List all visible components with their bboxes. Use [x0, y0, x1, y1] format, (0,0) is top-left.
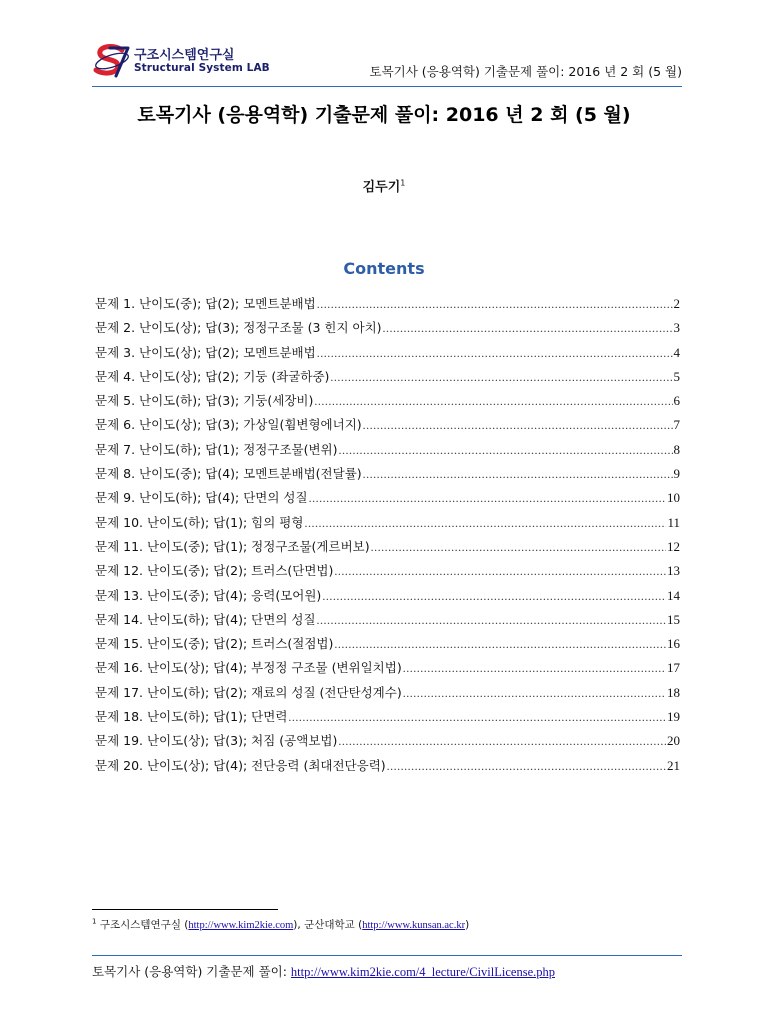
page-header: [92, 42, 682, 82]
toc-dot-leader: [317, 341, 673, 365]
toc-dot-leader: [371, 535, 666, 559]
toc-entry-label: 문제 3. 난이도(상); 답(2); 모멘트분배법: [95, 344, 316, 360]
toc-entry-page: 4: [673, 344, 680, 360]
toc-entry[interactable]: [95, 413, 680, 437]
toc-entry[interactable]: [95, 389, 680, 413]
footer-link[interactable]: http://www.kim2kie.com/4_lecture/CivilLicense.php: [290, 965, 555, 979]
toc-entry-label: 문제 19. 난이도(상); 답(3); 처짐 (공액보법): [95, 733, 338, 749]
toc-entry-label: 문제 6. 난이도(상); 답(3); 가상일(휨변형에너지): [95, 417, 362, 433]
toc-entry-page: 12: [667, 538, 680, 554]
toc-entry-page: 8: [673, 441, 680, 457]
toc-entry-page: 13: [667, 563, 680, 579]
toc-entry-page: 14: [667, 587, 680, 603]
toc-entry-label: 문제 8. 난이도(중); 답(4); 모멘트분배법(전달률): [95, 466, 362, 482]
toc-entry-page: 15: [667, 611, 680, 627]
toc-entry-label: 문제 17. 난이도(하); 답(2); 재료의 성질 (전단탄성계수): [95, 684, 402, 700]
toc-entry-label: 문제 14. 난이도(하); 답(4); 단면의 성질: [95, 611, 316, 627]
toc-entry[interactable]: [95, 656, 680, 680]
toc-dot-leader: [403, 656, 666, 680]
document-title: 토목기사 (응용역학) 기출문제 풀이: 2016 년 2 회 (5 월): [137, 104, 631, 126]
toc-dot-leader: [363, 413, 673, 437]
toc-entry-page: 21: [667, 757, 680, 773]
footnote-text-c: ): [465, 919, 470, 931]
toc-entry-label: 문제 13. 난이도(중); 답(4); 응력(모어원): [95, 587, 322, 603]
toc-dot-leader: [314, 389, 672, 413]
toc-entry[interactable]: [95, 341, 680, 365]
contents-heading: Contents: [343, 259, 425, 278]
toc-entry-label: 문제 1. 난이도(중); 답(2); 모멘트분배법: [95, 296, 316, 311]
footnote-text-b: ), 군산대학교 (: [293, 919, 363, 931]
toc-entry-page: 11: [667, 514, 680, 530]
toc-entry[interactable]: [95, 705, 680, 729]
toc-entry[interactable]: [95, 608, 680, 632]
toc-dot-leader: [339, 438, 673, 462]
toc-entry[interactable]: [95, 584, 680, 608]
toc-entry-label: 문제 11. 난이도(중); 답(1); 정정구조물(게르버보): [95, 538, 370, 554]
toc-entry-page: 2: [673, 296, 680, 311]
toc-entry-label: 문제 2. 난이도(상); 답(3); 정정구조물 (3 힌지 아치): [95, 320, 382, 336]
toc-entry-label: 문제 12. 난이도(중); 답(2); 트러스(단면법): [95, 563, 334, 579]
toc-entry-label: 문제 10. 난이도(하); 답(1); 힘의 평형: [95, 514, 304, 530]
toc-entry[interactable]: [95, 365, 680, 389]
toc-entry-label: 문제 20. 난이도(상); 답(4); 전단응력 (최대전단응력): [95, 757, 386, 773]
toc-dot-leader: [387, 754, 666, 778]
footnote: [92, 917, 469, 932]
footer-divider: [92, 955, 682, 956]
toc-dot-leader: [338, 729, 666, 753]
toc-dot-leader: [317, 292, 673, 316]
toc-dot-leader: [322, 584, 666, 608]
author: [0, 176, 768, 195]
toc-entry-page: 5: [673, 368, 680, 384]
footnote-link-kim2kie[interactable]: http://www.kim2kie.com: [188, 920, 294, 931]
toc-entry-page: 6: [673, 393, 680, 409]
toc-entry-page: 17: [667, 660, 680, 676]
toc-dot-leader: [330, 365, 672, 389]
toc-entry-label: 문제 9. 난이도(하); 답(4); 단면의 성질: [95, 490, 308, 506]
toc-entry[interactable]: [95, 292, 680, 316]
toc-entry[interactable]: [95, 559, 680, 583]
toc-dot-leader: [383, 316, 673, 340]
footnote-link-kunsan[interactable]: http://www.kunsan.ac.kr: [362, 920, 466, 931]
toc-entry[interactable]: [95, 486, 680, 510]
header-divider: [92, 86, 682, 87]
toc-dot-leader: [317, 608, 666, 632]
toc-dot-leader: [334, 559, 666, 583]
toc-entry-label: 문제 15. 난이도(중); 답(2); 트러스(절점법): [95, 636, 334, 652]
toc-entry[interactable]: [95, 316, 680, 340]
lab-logo-mark-icon: [92, 44, 130, 78]
toc-entry-page: 16: [667, 636, 680, 652]
toc-dot-leader: [309, 486, 666, 510]
toc-entry[interactable]: [95, 632, 680, 656]
footer-prefix: 토목기사 (응용역학) 기출문제 풀이:: [92, 964, 291, 979]
toc-entry[interactable]: [95, 438, 680, 462]
footnote-mark: 1: [92, 917, 97, 926]
logo-korean-text: 구조시스템연구실: [134, 48, 235, 63]
toc-entry[interactable]: [95, 511, 680, 535]
author-footnote-mark: 1: [400, 178, 406, 188]
lab-logo: [92, 42, 270, 80]
author-name: 김두기: [362, 180, 401, 195]
toc-dot-leader: [334, 632, 666, 656]
toc-entry-label: 문제 5. 난이도(하); 답(3); 기둥(세장비): [95, 393, 314, 409]
page-footer: [92, 962, 555, 980]
table-of-contents: [95, 292, 680, 778]
toc-entry-label: 문제 4. 난이도(상); 답(2); 기둥 (좌굴하중): [95, 368, 330, 384]
toc-entry-label: 문제 18. 난이도(하); 답(1); 단면력: [95, 709, 288, 725]
toc-entry-label: 문제 16. 난이도(상); 답(4); 부정정 구조물 (변위일치법): [95, 660, 402, 676]
toc-entry-page: 3: [673, 320, 680, 336]
toc-entry[interactable]: [95, 535, 680, 559]
toc-entry-page: 19: [667, 709, 680, 725]
toc-dot-leader: [304, 511, 666, 535]
toc-entry-page: 10: [667, 490, 680, 506]
toc-dot-leader: [363, 462, 673, 486]
toc-entry[interactable]: [95, 729, 680, 753]
toc-dot-leader: [288, 705, 666, 729]
footnote-text-a: 구조시스템연구실 (: [99, 919, 189, 931]
toc-entry-page: 20: [667, 733, 680, 749]
toc-entry[interactable]: [95, 681, 680, 705]
toc-entry[interactable]: [95, 462, 680, 486]
toc-entry-label: 문제 7. 난이도(하); 답(1); 정정구조물(변위): [95, 441, 338, 457]
footnote-divider: [92, 909, 278, 910]
toc-entry-page: 9: [673, 466, 680, 482]
toc-entry-page: 18: [667, 684, 680, 700]
toc-entry[interactable]: [95, 754, 680, 778]
toc-entry-page: 7: [673, 417, 680, 433]
running-header-title: 토목기사 (응용역학) 기출문제 풀이: 2016 년 2 회 (5 월): [369, 64, 682, 79]
logo-english-text: Structural System LAB: [134, 62, 270, 74]
toc-dot-leader: [403, 681, 666, 705]
